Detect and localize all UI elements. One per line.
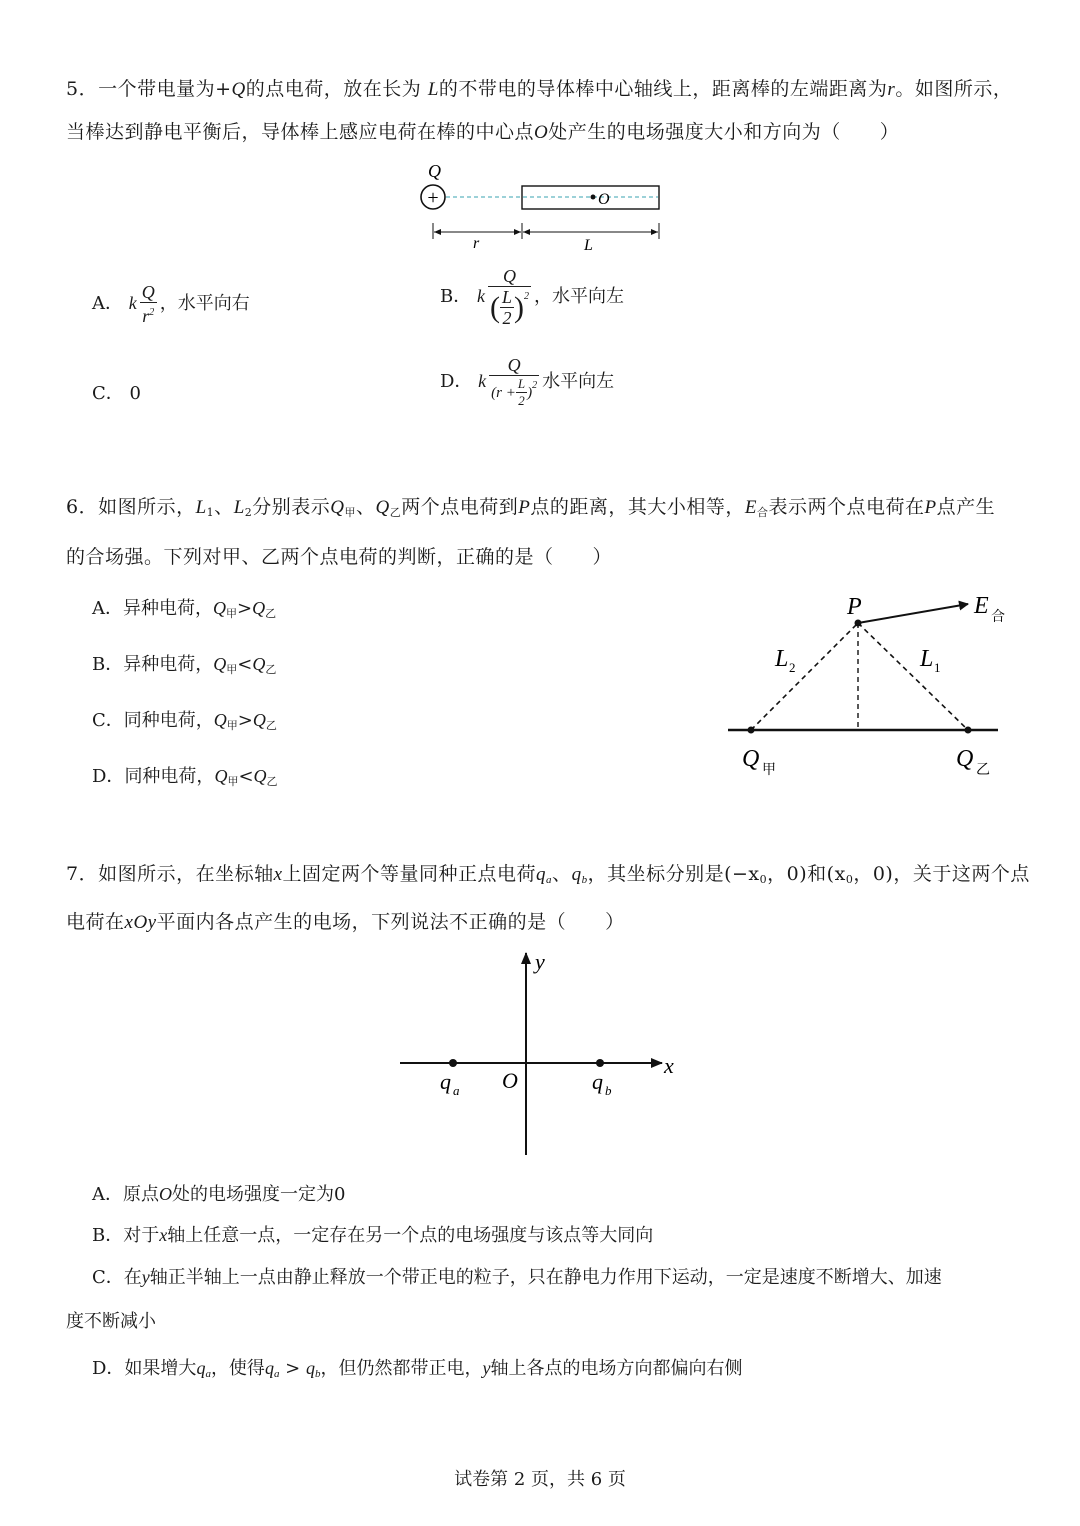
q5-option-b[interactable]: B． k Q ( $\frac{L}{2}$ ) $^2$ ，水平向左 bbox=[440, 266, 624, 328]
q5-fig-center-dot bbox=[591, 195, 596, 200]
q5-fig-charge-sign: + bbox=[427, 187, 439, 209]
q6-line2: 的合场强。下列对甲、乙两个点电荷的判断，正确的是（ ） bbox=[66, 546, 613, 568]
q6-option-a[interactable]: A．异种电荷，$Q_甲>Q_乙$ bbox=[92, 598, 277, 620]
q7-fig-O-label: O bbox=[502, 1068, 518, 1093]
q6-option-b[interactable]: B．异种电荷，$Q_甲<Q_乙$ bbox=[92, 654, 277, 676]
q7-line2: 电荷在xOy平面内各点产生的电场，下列说法不正确的是（ ） bbox=[66, 911, 625, 933]
svg-text:合: 合 bbox=[991, 610, 1005, 625]
svg-text:L: L bbox=[584, 237, 593, 254]
q7-option-d[interactable]: D．如果增大$q_a$，使得$q_a > q_b$，但仍然都带正电，y轴上各点的电场方向都偏向右侧 bbox=[92, 1358, 743, 1380]
q6-fig-L2 bbox=[751, 623, 858, 730]
q5-b-fraction: Q ( $\frac{L}{2}$ ) $^2$ bbox=[489, 266, 529, 328]
q5-figure bbox=[400, 155, 690, 255]
q5-d-fraction: Q (r + $\frac{L}{2}$ ) $^2$ bbox=[491, 355, 538, 408]
svg-text:1: 1 bbox=[934, 660, 941, 675]
q7-fig-x-label: x bbox=[664, 1053, 674, 1078]
q7-option-b[interactable]: B．对于x轴上任意一点，一定存在另一个点的电场强度与该点等大同向 bbox=[92, 1225, 654, 1246]
q7-fig-qb-label: q bbox=[592, 1069, 603, 1094]
q6-fig-L1 bbox=[858, 623, 968, 730]
q5-a-fraction: $\frac{Q}{r^2}$ bbox=[141, 282, 155, 326]
q7-option-c[interactable]: C．在y轴正半轴上一点由静止释放一个带正电的粒子，只在静电力作用下运动，一定是速度不断增大、加速 bbox=[92, 1267, 942, 1288]
q5-line1: 5．一个带电量为+Q的点电荷，放在长为 L的不带电的导体棒中心轴线上，距离棒的左端距离为r。如图所示， bbox=[66, 78, 1013, 100]
svg-text:2: 2 bbox=[789, 660, 796, 675]
q6-option-d[interactable]: D．同种电荷，$Q_甲<Q_乙$ bbox=[92, 766, 278, 788]
svg-text:r: r bbox=[473, 235, 480, 252]
q5-option-c[interactable]: C． 0 bbox=[92, 383, 141, 404]
q6-fig-Qy-dot bbox=[965, 727, 972, 734]
q5-option-d[interactable]: D． k Q (r + $\frac{L}{2}$ ) $^2$ 水平向左 bbox=[440, 355, 615, 408]
svg-text:b: b bbox=[605, 1083, 612, 1098]
q7-figure bbox=[400, 945, 680, 1155]
q6-fig-P-dot bbox=[855, 620, 862, 627]
q6-figure bbox=[720, 588, 1010, 788]
page-footer: 试卷第 2 页，共 6 页 bbox=[454, 1469, 626, 1490]
q7-line1: 7．如图所示，在坐标轴x上固定两个等量同种正点电荷$q_a$、$q_b$，其坐标分别是($-x_0$，0)和($x_0$，0)，关于这两个点 bbox=[66, 863, 1030, 886]
q5-fig-center-label: O bbox=[598, 191, 610, 208]
q6-fig-E-arrow bbox=[858, 604, 968, 623]
q6-option-c[interactable]: C．同种电荷，$Q_甲>Q_乙$ bbox=[92, 710, 277, 732]
q7-option-a[interactable]: A．原点O处的电场强度一定为0 bbox=[92, 1184, 346, 1205]
q6-fig-Qy-label: Q bbox=[956, 746, 974, 772]
svg-text:甲: 甲 bbox=[762, 763, 776, 778]
q7-fig-y-label: y bbox=[535, 949, 545, 974]
q7-option-c-line2: 度不断减小 bbox=[66, 1311, 156, 1332]
q6-fig-Qj-label: Q bbox=[742, 746, 760, 772]
svg-text:a: a bbox=[453, 1083, 460, 1098]
q7-fig-qb-dot bbox=[596, 1059, 604, 1067]
q6-fig-L2-label: L bbox=[775, 646, 789, 672]
q6-line1: 6．如图所示，$L_1$、$L_2$分别表示$Q_甲$、$Q_乙$两个点电荷到P点的距离，其大小相等，$E_合$表示两个点电荷在P点产生 bbox=[66, 496, 996, 519]
q5-fig-charge-label: Q bbox=[428, 161, 441, 181]
q5-line2: 当棒达到静电平衡后，导体棒上感应电荷在棒的中心点O处产生的电场强度大小和方向为（ ） bbox=[66, 121, 900, 143]
q6-fig-E-label: E bbox=[974, 593, 989, 619]
q7-fig-qa-dot bbox=[449, 1059, 457, 1067]
q6-fig-L1-label: L bbox=[920, 646, 934, 672]
q6-fig-Qj-dot bbox=[748, 727, 755, 734]
q7-fig-qa-label: q bbox=[440, 1069, 451, 1094]
q5-option-a[interactable]: A． k $\frac{Q}{r^2}$ ，水平向右 bbox=[92, 282, 250, 326]
q6-fig-P-label: P bbox=[847, 594, 862, 620]
svg-text:乙: 乙 bbox=[976, 763, 990, 778]
